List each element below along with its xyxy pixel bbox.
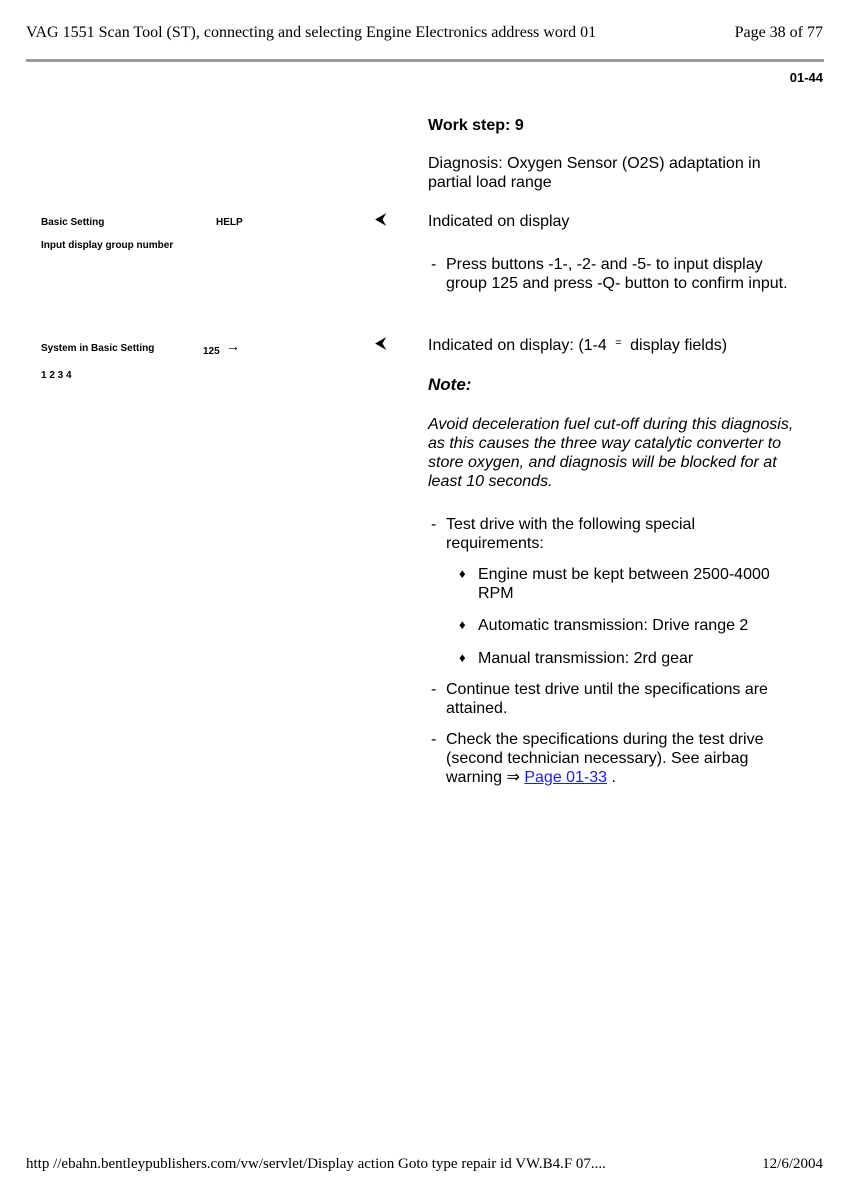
right-arrow-icon: → xyxy=(226,338,240,354)
indicated-fields-suffix: display fields) xyxy=(630,337,728,354)
header-page-number: Page 38 of 77 xyxy=(734,24,823,41)
press-buttons-text: Press buttons -1-, -2- and -5- to input display group 125 and press -Q- button to confirm input. xyxy=(446,256,788,292)
diamond-bullet-icon: ♦ xyxy=(459,650,466,665)
check-specs-end: . xyxy=(611,769,616,786)
bullet-text: Manual transmission: 2rd gear xyxy=(478,650,694,667)
bullet-text: Automatic transmission: Drive range 2 xyxy=(478,617,749,634)
indicator-arrow-icon: ⮜ xyxy=(375,211,387,228)
double-arrow-icon: ⇒ xyxy=(506,769,520,786)
diamond-bullet-icon: ♦ xyxy=(459,617,466,632)
note-label: Note: xyxy=(428,375,472,394)
footer-url: http //ebahn.bentleypublishers.com/vw/servlet/Display action Goto type repair id VW.B4.F 07.... xyxy=(26,1156,606,1172)
page-code: 01-44 xyxy=(789,70,823,85)
indicated-fields-prefix: Indicated on display: (1-4 xyxy=(428,337,607,354)
check-specs-text: Check the specifications during the test drive (second technician necessary). See airbag warning xyxy=(446,731,764,786)
display1-line1-right: HELP xyxy=(216,217,243,228)
diamond-bullet-icon: ♦ xyxy=(459,566,466,581)
header-title: VAG 1551 Scan Tool (ST), connecting and selecting Engine Electronics address word 01 xyxy=(26,24,597,41)
display1-line2: Input display group number xyxy=(41,240,174,251)
dash-bullet: - xyxy=(431,681,437,698)
page-01-33-link[interactable]: Page 01-33 xyxy=(524,769,608,786)
equals-symbol: = xyxy=(615,337,622,349)
display2-line1-left: System in Basic Setting xyxy=(41,343,155,354)
test-drive-text: Test drive with the following special requirements: xyxy=(446,516,696,552)
dash-bullet: - xyxy=(431,516,437,533)
dash-bullet: - xyxy=(431,256,437,273)
bullet-text: Engine must be kept between 2500-4000 RPM xyxy=(478,566,770,602)
display1-line1-left: Basic Setting xyxy=(41,217,105,228)
footer-date: 12/6/2004 xyxy=(762,1156,823,1172)
note-text: Avoid deceleration fuel cut-off during this diagnosis, as this causes the three way catalytic converter to store oxygen, and diagnosis will be blocked for at least 10 seconds. xyxy=(428,416,794,490)
check-specs xyxy=(446,730,796,787)
continue-drive-text: Continue test drive until the specifications are attained. xyxy=(446,681,768,717)
dash-bullet: - xyxy=(431,731,437,748)
header-divider xyxy=(26,59,824,62)
display2-line2: 1 2 3 4 xyxy=(41,370,72,381)
indicated-on-display: Indicated on display xyxy=(428,213,570,230)
display2-line1-right: 125 xyxy=(203,346,220,357)
indicator-arrow-icon: ⮜ xyxy=(375,335,387,352)
work-step-title: Work step: 9 xyxy=(428,117,524,134)
indicated-fields xyxy=(428,336,800,357)
diagnosis-text: Diagnosis: Oxygen Sensor (O2S) adaptation in partial load range xyxy=(428,155,761,191)
